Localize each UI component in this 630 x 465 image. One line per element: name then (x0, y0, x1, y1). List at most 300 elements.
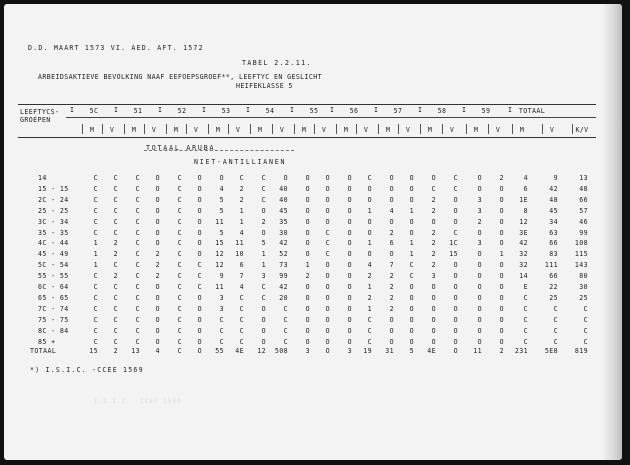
table-cell: O (197, 184, 202, 193)
table-cell: O (197, 293, 202, 302)
table-cell: 3 (261, 272, 266, 281)
table-cell: 30 (279, 228, 288, 237)
column-separator (572, 124, 573, 134)
sex-subheader: V (193, 126, 199, 134)
row-label: 75 - 75 (38, 315, 69, 324)
table-cell: O (367, 195, 372, 204)
table-cell: O (155, 217, 160, 226)
group-header: TOTAAL (518, 107, 546, 115)
table-cell: C (93, 195, 98, 204)
table-cell: O (453, 283, 458, 291)
table-cell: C (135, 206, 140, 215)
column-separator (314, 124, 315, 134)
table-cell: O (325, 184, 330, 193)
table-cell: O (477, 228, 482, 237)
table-cell: C (239, 293, 244, 302)
table-cell: 11 (215, 217, 224, 226)
table-cell: O (499, 272, 504, 281)
table-cell: 2 (239, 184, 244, 193)
group-separator: I (374, 106, 379, 114)
table-cell: O (261, 206, 266, 215)
table-cell: O (325, 304, 330, 313)
table-cell: 11 (215, 283, 224, 291)
table-cell: 66 (549, 239, 558, 248)
group-header: 51 (133, 107, 143, 115)
table-cell: O (197, 206, 202, 215)
table-cell: O (197, 195, 202, 204)
table-cell: O (197, 174, 202, 182)
table-cell: O (347, 239, 352, 248)
table-cell: C (553, 337, 558, 346)
table-rule-bottom (18, 137, 596, 138)
table-cell: 508 (274, 347, 288, 355)
table-cell: 115 (574, 250, 588, 259)
table-cell: 83 (549, 250, 558, 259)
sex-subheader: V (109, 126, 115, 134)
table-cell: 15 (89, 347, 98, 355)
table-cell: C (553, 326, 558, 335)
table-cell: O (389, 174, 394, 182)
table-cell: C (177, 261, 182, 270)
table-cell: C (93, 304, 98, 313)
table-cell: 2 (155, 272, 160, 281)
table-cell: C (113, 283, 118, 291)
table-cell: O (499, 217, 504, 226)
table-cell: C (177, 239, 182, 248)
row-label: 65 - 65 (38, 293, 69, 302)
table-cell: 80 (579, 272, 588, 281)
age-header-line-1: LEEFTYCS- (20, 108, 60, 116)
table-cell: 22 (549, 283, 558, 291)
table-cell: E (523, 283, 528, 291)
group-separator: I (158, 106, 163, 114)
table-cell: C (283, 337, 288, 346)
table-cell: O (155, 283, 160, 291)
column-separator (82, 124, 83, 134)
table-cell: 9 (219, 272, 224, 281)
table-cell: 2 (431, 250, 436, 259)
table-cell: 3 (477, 239, 482, 248)
table-cell: 11 (473, 347, 482, 355)
row-label: 15 - 15 (38, 184, 69, 193)
table-cell: C (135, 195, 140, 204)
table-cell: 3 (219, 293, 224, 302)
table-cell: C (135, 337, 140, 346)
table-cell: O (347, 326, 352, 335)
table-cell: 73 (279, 261, 288, 270)
table-cell: 2 (477, 217, 482, 226)
sex-subheader: M (257, 126, 263, 134)
table-cell: 1 (409, 239, 414, 248)
table-cell: 13 (579, 174, 588, 182)
table-row (4, 327, 614, 337)
row-label: 25 - 25 (38, 206, 69, 215)
table-rule-top (18, 104, 596, 105)
table-cell: O (155, 326, 160, 335)
column-separator (228, 124, 229, 134)
table-cell: C (197, 261, 202, 270)
row-label: 45 - 49 (38, 250, 69, 259)
table-cell: 2 (431, 239, 436, 248)
table-cell: C (93, 272, 98, 281)
sex-subheader: M (473, 126, 479, 134)
table-cell: O (367, 184, 372, 193)
table-cell: 42 (549, 184, 558, 193)
table-cell: 2 (389, 283, 394, 291)
table-cell: 4 (523, 174, 528, 182)
section-title-subgroup: NIET-ANTILLIANEN (194, 158, 287, 166)
table-cell: O (477, 326, 482, 335)
section-underline (144, 150, 294, 151)
table-cell: 5E8 (544, 347, 558, 355)
table-cell: O (347, 217, 352, 226)
table-row (4, 174, 614, 184)
table-cell: 2 (305, 272, 310, 281)
table-cell: O (325, 195, 330, 204)
table-cell: 2 (389, 293, 394, 302)
table-cell: C (219, 337, 224, 346)
table-cell: C (553, 304, 558, 313)
table-cell: C (523, 326, 528, 335)
table-cell: 4 (239, 283, 244, 291)
table-cell: C (113, 195, 118, 204)
table-cell: C (135, 315, 140, 324)
table-cell: 108 (574, 239, 588, 248)
table-cell: C (93, 293, 98, 302)
table-cell: 2 (431, 228, 436, 237)
table-cell: 6 (523, 184, 528, 193)
table-cell: O (499, 184, 504, 193)
sex-subheader: M (89, 126, 95, 134)
table-cell: 6 (239, 261, 244, 270)
table-cell: 66 (549, 272, 558, 281)
table-cell: O (431, 174, 436, 182)
group-header: 54 (265, 107, 275, 115)
table-cell: 31 (385, 347, 394, 355)
table-cell: C (177, 217, 182, 226)
table-cell: O (499, 326, 504, 335)
table-cell: 231 (514, 347, 528, 355)
table-row (4, 261, 614, 271)
table-cell: O (305, 283, 310, 291)
table-cell: 1 (367, 304, 372, 313)
table-cell: C (523, 293, 528, 302)
table-cell: 4 (367, 261, 372, 270)
table-cell: O (155, 228, 160, 237)
table-cell: O (453, 315, 458, 324)
table-cell: 5 (409, 347, 414, 355)
table-cell: O (477, 272, 482, 281)
table-cell: C (583, 315, 588, 324)
table-cell: O (305, 228, 310, 237)
table-cell: O (499, 315, 504, 324)
table-cell: O (197, 337, 202, 346)
group-separator: I (418, 106, 423, 114)
table-cell: O (477, 304, 482, 313)
age-header-line-2: GROEPEN (20, 116, 51, 124)
table-cell: 12 (519, 217, 528, 226)
table-cell: 819 (574, 347, 588, 355)
table-cell: 1 (93, 261, 98, 270)
table-cell: 55 (215, 347, 224, 355)
table-cell: C (177, 174, 182, 182)
table-cell: O (305, 195, 310, 204)
row-label: 8C - 84 (38, 326, 69, 335)
table-cell: 1 (239, 206, 244, 215)
table-cell: C (113, 174, 118, 182)
table-cell: O (431, 304, 436, 313)
table-cell: 40 (279, 195, 288, 204)
table-cell: O (409, 337, 414, 346)
table-cell: 4E (235, 347, 244, 355)
table-cell: C (367, 326, 372, 335)
table-cell: 12 (215, 261, 224, 270)
table-cell: O (325, 347, 330, 355)
sex-subheader: M (427, 126, 433, 134)
table-cell: 3 (219, 304, 224, 313)
age-group-header (20, 108, 59, 124)
table-row (4, 294, 614, 304)
table-cell: C (93, 174, 98, 182)
table-cell: O (347, 195, 352, 204)
table-cell: C (177, 184, 182, 193)
table-cell: 99 (579, 228, 588, 237)
table-cell: C (409, 272, 414, 281)
table-cell: O (347, 261, 352, 270)
table-cell: C (113, 184, 118, 193)
table-number: TABEL 2.2.11. (242, 59, 312, 67)
table-cell: O (347, 206, 352, 215)
table-row (4, 272, 614, 282)
column-separator (356, 124, 357, 134)
table-cell: O (305, 250, 310, 259)
group-separator: I (508, 106, 513, 114)
table-cell: 1E (519, 195, 528, 204)
table-cell: 1 (409, 250, 414, 259)
table-cell: 19 (363, 347, 372, 355)
table-cell: C (113, 217, 118, 226)
row-label: 3C - 34 (38, 217, 69, 226)
table-subtitle: HEIFEKLASSE 5 (236, 82, 293, 90)
table-cell: O (347, 315, 352, 324)
table-cell: C (261, 184, 266, 193)
table-cell: 2 (367, 272, 372, 281)
table-cell: C (93, 283, 98, 291)
table-cell: 1 (93, 250, 98, 259)
table-cell: O (155, 174, 160, 182)
table-cell: O (261, 337, 266, 346)
table-cell: 2 (431, 261, 436, 270)
table-cell: C (113, 326, 118, 335)
table-cell: C (177, 206, 182, 215)
column-separator (166, 124, 167, 134)
table-cell: O (389, 217, 394, 226)
table-cell: C (113, 304, 118, 313)
column-separator (512, 124, 513, 134)
table-cell: C (93, 337, 98, 346)
table-rule-middle (66, 117, 596, 118)
table-cell: 2 (389, 228, 394, 237)
table-cell: O (261, 304, 266, 313)
table-row (4, 250, 614, 260)
table-cell: O (409, 283, 414, 291)
group-header: 58 (437, 107, 447, 115)
table-cell: 5 (219, 206, 224, 215)
table-cell: C (93, 315, 98, 324)
table-cell: 2 (389, 272, 394, 281)
column-separator (378, 124, 379, 134)
table-cell: 45 (279, 206, 288, 215)
table-cell: C (325, 250, 330, 259)
table-cell: O (305, 206, 310, 215)
table-cell: 34 (549, 217, 558, 226)
table-cell: 32 (519, 261, 528, 270)
sex-subheader: M (131, 126, 137, 134)
sex-subheader: V (279, 126, 285, 134)
sex-subheader: V (405, 126, 411, 134)
group-header: 52 (177, 107, 187, 115)
row-label: 35 - 35 (38, 228, 69, 237)
table-cell: C (93, 206, 98, 215)
table-cell: C (325, 228, 330, 237)
table-cell: C (367, 174, 372, 182)
table-cell: C (453, 184, 458, 193)
table-row (4, 239, 614, 249)
table-cell: C (177, 337, 182, 346)
table-cell: O (409, 304, 414, 313)
table-cell: C (239, 174, 244, 182)
table-cell: 2 (261, 217, 266, 226)
table-cell: 2 (499, 174, 504, 182)
table-cell: 7 (239, 272, 244, 281)
table-cell: O (409, 195, 414, 204)
table-cell: C (453, 174, 458, 182)
table-cell: 4 (155, 347, 160, 355)
table-cell: C (113, 293, 118, 302)
group-separator: I (114, 106, 119, 114)
table-cell: O (155, 337, 160, 346)
table-cell: 2 (499, 347, 504, 355)
table-cell: 46 (579, 217, 588, 226)
column-separator (542, 124, 543, 134)
table-cell: O (347, 293, 352, 302)
table-cell: C (219, 315, 224, 324)
table-cell: O (389, 315, 394, 324)
table-cell: C (177, 326, 182, 335)
group-separator: I (246, 106, 251, 114)
table-cell: C (135, 304, 140, 313)
table-cell: 99 (279, 272, 288, 281)
table-cell: O (261, 315, 266, 324)
table-cell: 42 (279, 239, 288, 248)
table-cell: O (453, 337, 458, 346)
table-cell: O (409, 184, 414, 193)
sex-subheader: M (215, 126, 221, 134)
table-cell: O (477, 250, 482, 259)
section-title-total: TOTAAL ARUBA (146, 144, 216, 152)
column-separator (144, 124, 145, 134)
table-cell: O (453, 261, 458, 270)
column-separator (208, 124, 209, 134)
table-cell: 1 (305, 261, 310, 270)
table-cell: 2 (239, 195, 244, 204)
table-cell: O (261, 228, 266, 237)
table-cell: O (155, 304, 160, 313)
source-line: D.D. MAART 1573 VI. AED. AFT. 1572 (28, 44, 204, 52)
table-cell: 3 (477, 206, 482, 215)
table-cell: O (197, 228, 202, 237)
sex-subheader: V (495, 126, 501, 134)
table-row (4, 196, 614, 206)
sex-subheader: V (549, 126, 555, 134)
table-cell: O (453, 272, 458, 281)
table-cell: O (499, 261, 504, 270)
sex-subheader: M (301, 126, 307, 134)
table-cell: 143 (574, 261, 588, 270)
table-cell: O (389, 326, 394, 335)
group-header: 59 (481, 107, 491, 115)
table-cell: 1 (367, 239, 372, 248)
table-cell: C (177, 272, 182, 281)
table-cell: 1 (93, 239, 98, 248)
table-cell: C (283, 315, 288, 324)
table-cell: O (499, 195, 504, 204)
table-cell: 13 (131, 347, 140, 355)
table-cell: C (261, 283, 266, 291)
table-row (4, 305, 614, 315)
table-cell: O (325, 337, 330, 346)
row-label: TOTAAL (30, 347, 57, 355)
table-cell: C (135, 261, 140, 270)
table-cell: C (177, 228, 182, 237)
table-cell: O (409, 228, 414, 237)
table-cell: 3E (519, 228, 528, 237)
table-cell: C (135, 217, 140, 226)
table-cell: O (477, 337, 482, 346)
table-cell: 32 (519, 250, 528, 259)
table-cell: C (553, 315, 558, 324)
table-cell: C (261, 195, 266, 204)
table-cell: C (177, 283, 182, 291)
table-cell: C (177, 195, 182, 204)
sex-subheader: M (343, 126, 349, 134)
table-cell: O (325, 272, 330, 281)
table-cell: O (305, 315, 310, 324)
table-cell: C (261, 293, 266, 302)
table-cell: O (347, 283, 352, 291)
table-cell: O (499, 337, 504, 346)
table-cell: O (347, 337, 352, 346)
table-cell: O (409, 326, 414, 335)
table-cell: O (453, 347, 458, 355)
table-cell: C (177, 315, 182, 324)
table-cell: 45 (549, 206, 558, 215)
table-cell: O (409, 293, 414, 302)
table-cell: 15 (449, 250, 458, 259)
table-cell: 1 (261, 250, 266, 259)
table-cell: O (325, 283, 330, 291)
table-cell: O (477, 184, 482, 193)
table-cell: O (409, 315, 414, 324)
table-cell: O (347, 184, 352, 193)
group-separator: I (202, 106, 207, 114)
table-cell: O (261, 326, 266, 335)
table-cell: 4 (239, 228, 244, 237)
table-cell: O (499, 206, 504, 215)
table-cell: O (367, 228, 372, 237)
table-title: ARBEIDSAKTIEVE BEVOLKING NAAF EEFOEPSGROEF**, LEEFTYC EN GESLICHT (38, 73, 323, 81)
table-cell: 1 (499, 250, 504, 259)
